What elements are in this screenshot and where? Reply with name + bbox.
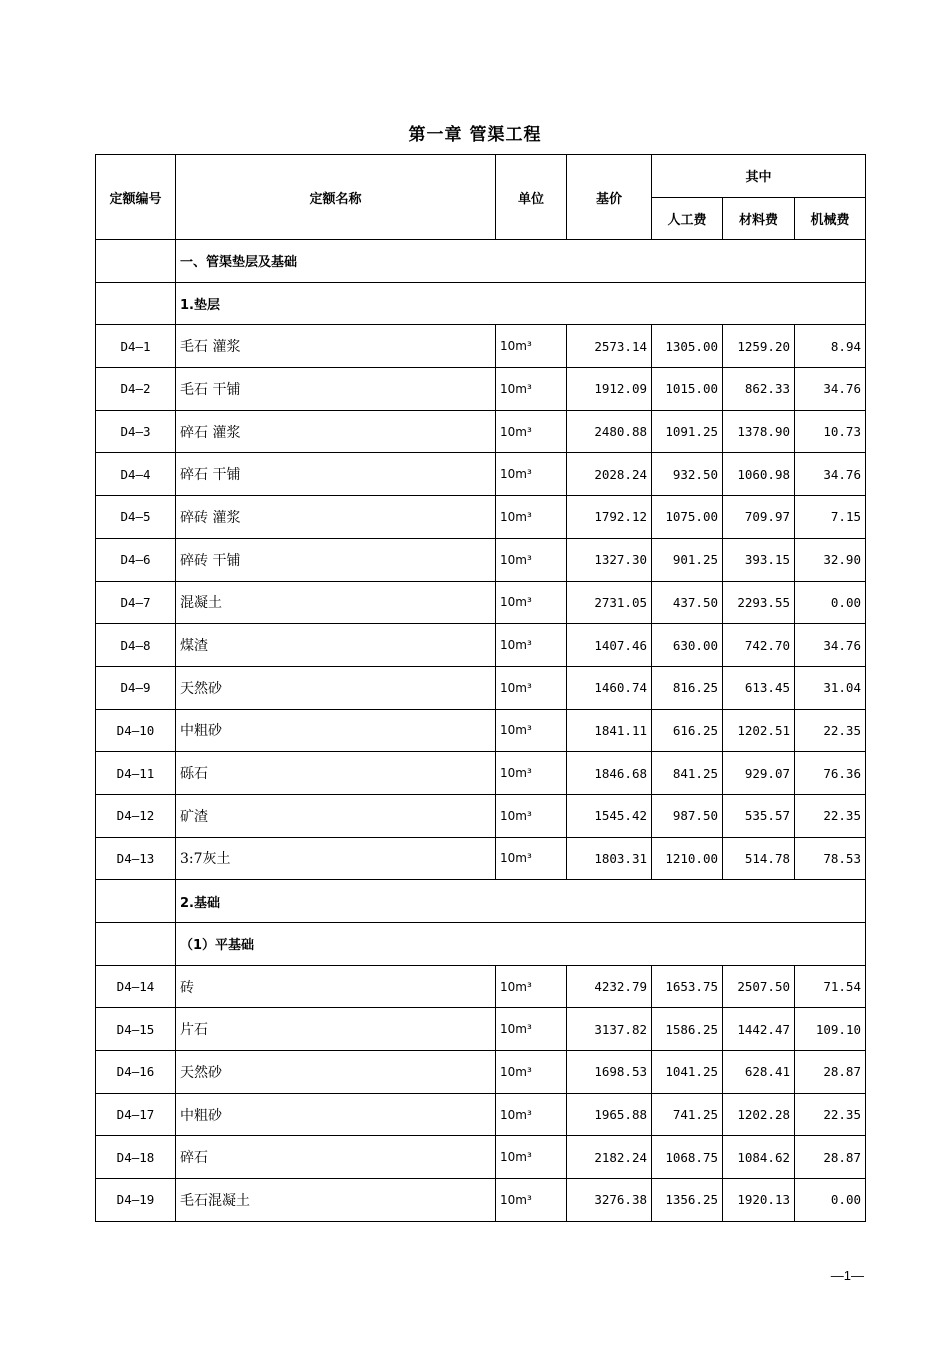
quota-name: 混凝土: [176, 581, 496, 624]
quota-unit: 10m³: [496, 666, 567, 709]
quota-code: D4—16: [96, 1051, 176, 1094]
header-of-which: 其中: [652, 155, 866, 198]
section-code-cell: [96, 880, 176, 923]
table-row: [96, 1179, 866, 1222]
machinery-cost: 22.35: [795, 1093, 866, 1136]
quota-unit: 10m³: [496, 325, 567, 368]
quota-code: D4—5: [96, 496, 176, 539]
material-cost: 2293.55: [723, 581, 795, 624]
quota-code: D4—3: [96, 410, 176, 453]
table-row: [96, 368, 866, 411]
labor-cost: 841.25: [652, 752, 723, 795]
quota-unit: 10m³: [496, 965, 567, 1008]
base-price: 1965.88: [567, 1093, 652, 1136]
machinery-cost: 34.76: [795, 368, 866, 411]
base-price: 1846.68: [567, 752, 652, 795]
table-row: [96, 1136, 866, 1179]
machinery-cost: 7.15: [795, 496, 866, 539]
labor-cost: 816.25: [652, 666, 723, 709]
table-row: [96, 453, 866, 496]
quota-code: D4—17: [96, 1093, 176, 1136]
machinery-cost: 34.76: [795, 453, 866, 496]
labor-cost: 1075.00: [652, 496, 723, 539]
table-row: [96, 666, 866, 709]
base-price: 1327.30: [567, 538, 652, 581]
labor-cost: 1210.00: [652, 837, 723, 880]
quota-name: 天然砂: [176, 666, 496, 709]
base-price: 1407.46: [567, 624, 652, 667]
labor-cost: 1068.75: [652, 1136, 723, 1179]
quota-code: D4—2: [96, 368, 176, 411]
quota-table: [95, 154, 866, 1222]
material-cost: 1259.20: [723, 325, 795, 368]
quota-code: D4—10: [96, 709, 176, 752]
material-cost: 742.70: [723, 624, 795, 667]
labor-cost: 1041.25: [652, 1051, 723, 1094]
labor-cost: 1091.25: [652, 410, 723, 453]
quota-code: D4—13: [96, 837, 176, 880]
material-cost: 1202.28: [723, 1093, 795, 1136]
labor-cost: 616.25: [652, 709, 723, 752]
machinery-cost: 78.53: [795, 837, 866, 880]
section-label: （1）平基础: [176, 923, 866, 966]
base-price: 1460.74: [567, 666, 652, 709]
quota-code: D4—12: [96, 794, 176, 837]
base-price: 2731.05: [567, 581, 652, 624]
base-price: 2028.24: [567, 453, 652, 496]
quota-name: 煤渣: [176, 624, 496, 667]
quota-name: 碎石 灌浆: [176, 410, 496, 453]
quota-name: 矿渣: [176, 794, 496, 837]
table-header: [96, 155, 866, 240]
machinery-cost: 0.00: [795, 1179, 866, 1222]
quota-unit: 10m³: [496, 453, 567, 496]
labor-cost: 987.50: [652, 794, 723, 837]
labor-cost: 437.50: [652, 581, 723, 624]
section-row: [96, 240, 866, 283]
table-row: [96, 1051, 866, 1094]
table-row: [96, 709, 866, 752]
header-labor: 人工费: [652, 197, 723, 240]
base-price: 1912.09: [567, 368, 652, 411]
material-cost: 1084.62: [723, 1136, 795, 1179]
base-price: 2182.24: [567, 1136, 652, 1179]
quota-unit: 10m³: [496, 752, 567, 795]
base-price: 1545.42: [567, 794, 652, 837]
quota-unit: 10m³: [496, 1136, 567, 1179]
quota-code: D4—1: [96, 325, 176, 368]
header-code: 定额编号: [96, 155, 176, 240]
section-code-cell: [96, 240, 176, 283]
quota-name: 碎石 干铺: [176, 453, 496, 496]
material-cost: 613.45: [723, 666, 795, 709]
material-cost: 514.78: [723, 837, 795, 880]
header-material: 材料费: [723, 197, 795, 240]
material-cost: 709.97: [723, 496, 795, 539]
quota-unit: 10m³: [496, 794, 567, 837]
material-cost: 1442.47: [723, 1008, 795, 1051]
labor-cost: 901.25: [652, 538, 723, 581]
table-row: [96, 1008, 866, 1051]
quota-name: 砖: [176, 965, 496, 1008]
section-row: [96, 282, 866, 325]
section-label: 1.垫层: [176, 282, 866, 325]
quota-unit: 10m³: [496, 538, 567, 581]
labor-cost: 1356.25: [652, 1179, 723, 1222]
quota-name: 碎石: [176, 1136, 496, 1179]
base-price: 1698.53: [567, 1051, 652, 1094]
material-cost: 2507.50: [723, 965, 795, 1008]
material-cost: 862.33: [723, 368, 795, 411]
section-label: 2.基础: [176, 880, 866, 923]
material-cost: 628.41: [723, 1051, 795, 1094]
quota-name: 碎砖 灌浆: [176, 496, 496, 539]
quota-code: D4—7: [96, 581, 176, 624]
machinery-cost: 109.10: [795, 1008, 866, 1051]
quota-unit: 10m³: [496, 837, 567, 880]
table-row: [96, 581, 866, 624]
material-cost: 1378.90: [723, 410, 795, 453]
base-price: 3276.38: [567, 1179, 652, 1222]
machinery-cost: 8.94: [795, 325, 866, 368]
quota-unit: 10m³: [496, 1093, 567, 1136]
quota-code: D4—19: [96, 1179, 176, 1222]
table-row: [96, 496, 866, 539]
material-cost: 535.57: [723, 794, 795, 837]
quota-unit: 10m³: [496, 1179, 567, 1222]
table-body: [96, 240, 866, 1222]
machinery-cost: 22.35: [795, 794, 866, 837]
table-row: [96, 325, 866, 368]
base-price: 1792.12: [567, 496, 652, 539]
quota-name: 中粗砂: [176, 709, 496, 752]
quota-code: D4—14: [96, 965, 176, 1008]
material-cost: 1202.51: [723, 709, 795, 752]
base-price: 1803.31: [567, 837, 652, 880]
quota-name: 砾石: [176, 752, 496, 795]
labor-cost: 1015.00: [652, 368, 723, 411]
quota-name: 碎砖 干铺: [176, 538, 496, 581]
machinery-cost: 32.90: [795, 538, 866, 581]
section-row: [96, 923, 866, 966]
table-row: [96, 624, 866, 667]
quota-code: D4—18: [96, 1136, 176, 1179]
quota-name: 毛石混凝土: [176, 1179, 496, 1222]
quota-code: D4—4: [96, 453, 176, 496]
machinery-cost: 34.76: [795, 624, 866, 667]
machinery-cost: 31.04: [795, 666, 866, 709]
page-title: 第一章 管渠工程: [408, 125, 542, 145]
material-cost: 1060.98: [723, 453, 795, 496]
labor-cost: 630.00: [652, 624, 723, 667]
quota-code: D4—11: [96, 752, 176, 795]
quota-code: D4—8: [96, 624, 176, 667]
base-price: 3137.82: [567, 1008, 652, 1051]
section-code-cell: [96, 923, 176, 966]
quota-unit: 10m³: [496, 410, 567, 453]
header-machinery: 机械费: [795, 197, 866, 240]
machinery-cost: 28.87: [795, 1051, 866, 1094]
quota-unit: 10m³: [496, 1008, 567, 1051]
machinery-cost: 28.87: [795, 1136, 866, 1179]
labor-cost: 1305.00: [652, 325, 723, 368]
base-price: 2480.88: [567, 410, 652, 453]
table-row: [96, 965, 866, 1008]
header-unit: 单位: [496, 155, 567, 240]
material-cost: 393.15: [723, 538, 795, 581]
table-row: [96, 752, 866, 795]
machinery-cost: 76.36: [795, 752, 866, 795]
machinery-cost: 0.00: [795, 581, 866, 624]
material-cost: 929.07: [723, 752, 795, 795]
quota-code: D4—9: [96, 666, 176, 709]
table-row: [96, 410, 866, 453]
quota-name: 片石: [176, 1008, 496, 1051]
quota-name: 毛石 干铺: [176, 368, 496, 411]
labor-cost: 932.50: [652, 453, 723, 496]
quota-unit: 10m³: [496, 581, 567, 624]
header-name: 定额名称: [176, 155, 496, 240]
machinery-cost: 22.35: [795, 709, 866, 752]
quota-unit: 10m³: [496, 1051, 567, 1094]
quota-unit: 10m³: [496, 368, 567, 411]
quota-unit: 10m³: [496, 709, 567, 752]
section-code-cell: [96, 282, 176, 325]
material-cost: 1920.13: [723, 1179, 795, 1222]
base-price: 2573.14: [567, 325, 652, 368]
labor-cost: 741.25: [652, 1093, 723, 1136]
quota-unit: 10m³: [496, 624, 567, 667]
quota-code: D4—15: [96, 1008, 176, 1051]
quota-name: 天然砂: [176, 1051, 496, 1094]
labor-cost: 1653.75: [652, 965, 723, 1008]
table-row: [96, 837, 866, 880]
table-row: [96, 538, 866, 581]
quota-name: 3:7灰土: [176, 837, 496, 880]
quota-code: D4—6: [96, 538, 176, 581]
table-row: [96, 794, 866, 837]
base-price: 1841.11: [567, 709, 652, 752]
table-row: [96, 1093, 866, 1136]
labor-cost: 1586.25: [652, 1008, 723, 1051]
quota-unit: 10m³: [496, 496, 567, 539]
section-label: 一、管渠垫层及基础: [176, 240, 866, 283]
machinery-cost: 10.73: [795, 410, 866, 453]
page-number: —1—: [830, 1268, 864, 1283]
quota-name: 毛石 灌浆: [176, 325, 496, 368]
base-price: 4232.79: [567, 965, 652, 1008]
quota-name: 中粗砂: [176, 1093, 496, 1136]
section-row: [96, 880, 866, 923]
header-base-price: 基价: [567, 155, 652, 240]
machinery-cost: 71.54: [795, 965, 866, 1008]
